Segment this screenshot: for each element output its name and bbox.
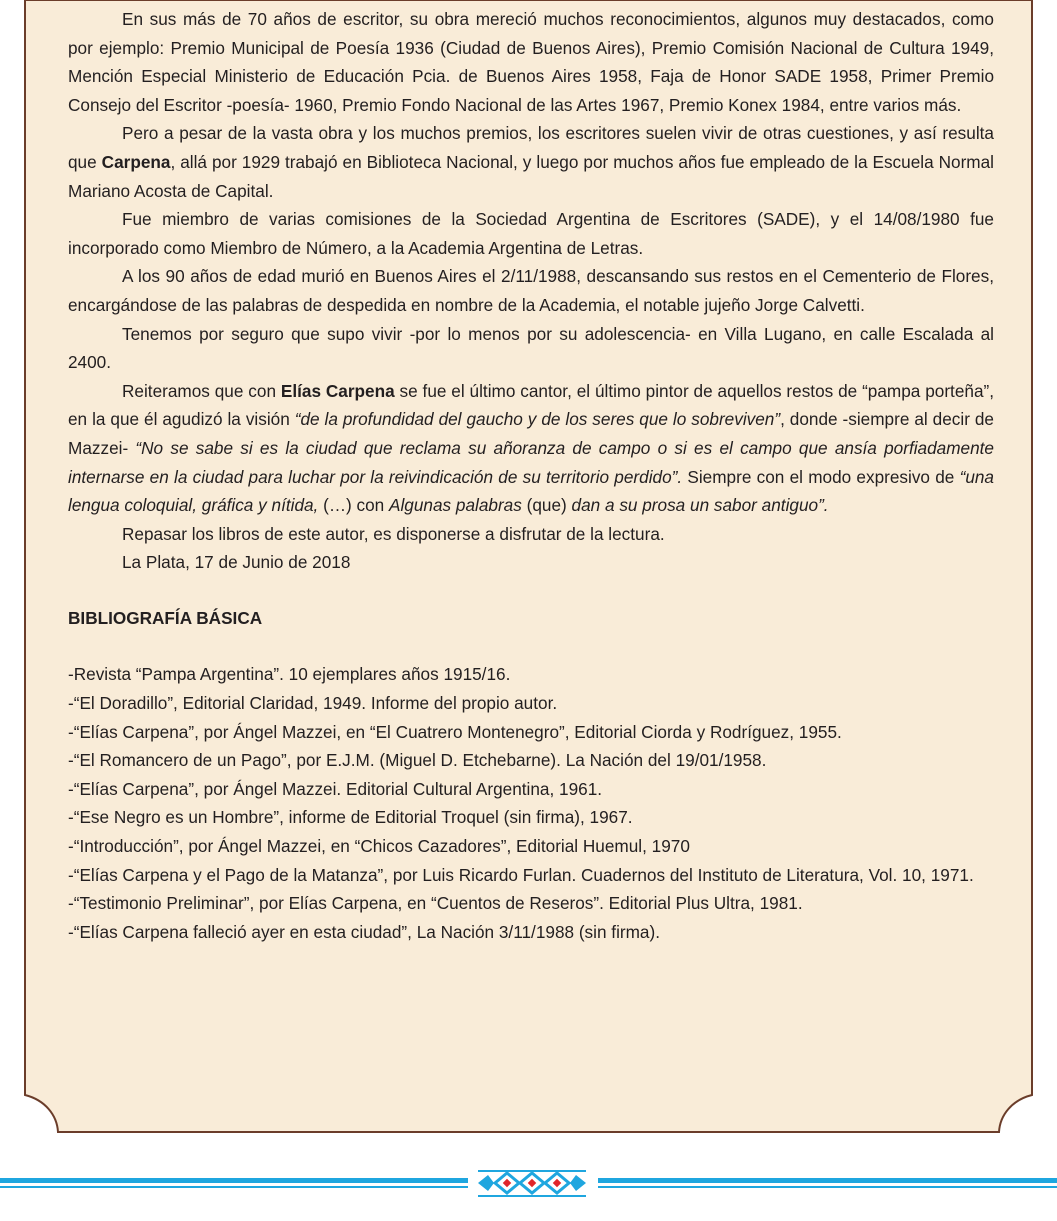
paragraph-death: A los 90 años de edad murió en Buenos Aires el 2/11/1988, descansando sus restos en el Cementerio de Flores, encargándose de las palabras de despedida en nombre de la Academia, el notable jujeño Jorge Calvetti. [68, 266, 994, 315]
date-signature: La Plata, 17 de Junio de 2018 [122, 552, 351, 573]
paragraph-employment-part-c: , allá por 1929 trabajó en Biblioteca Nacional, y luego por muchos años fue empleado de la Escuela Normal Mariano Acosta de Capital. [68, 151, 995, 201]
p6-quote-1: “de la profundidad del gaucho y de los seres que lo sobreviven” [294, 409, 781, 430]
footer-left-lines [0, 1178, 468, 1188]
article-body [68, 5, 994, 946]
paragraph-last-singer [68, 377, 994, 520]
bibliography-heading: BIBLIOGRAFÍA BÁSICA [68, 607, 263, 628]
paragraph-employment-part-a: Pero a pesar de la vasta obra y los muchos premios, los escritores suelen vivir de otras cuestiones, y así resulta que [68, 123, 994, 172]
p6-part-a: Reiteramos que con [122, 380, 281, 401]
author-name-bold: Carpena [101, 151, 171, 172]
p6-quote-3: “una lengua coloquial, gráfica y nítida, [68, 466, 994, 516]
bibliography-item: -“Elías Carpena”, por Ángel Mazzei, en “El Cuatrero Montenegro”, Editorial Ciorda y Rodríguez, 1955. [68, 721, 842, 742]
bibliography-item: -“Elías Carpena falleció ayer en esta ciudad”, La Nación 3/11/1988 (sin firma). [68, 921, 660, 942]
bibliography-item: -Revista “Pampa Argentina”. 10 ejemplares años 1915/16. [68, 664, 511, 685]
p6-author-bold: Elías Carpena [280, 380, 395, 401]
bibliography-item: -“Testimonio Preliminar”, por Elías Carpena, en “Cuentos de Reseros”. Editorial Plus Ultra, 1981. [68, 893, 803, 914]
bibliography-item: -“El Doradillo”, Editorial Claridad, 1949. Informe del propio autor. [68, 693, 558, 714]
paragraph-sade: Fue miembro de varias comisiones de la Sociedad Argentina de Escritores (SADE), y el 14/08/1980 fue incorporado como Miembro de Número, a la Academia Argentina de Letras. [68, 209, 994, 258]
p6-part-k: (que) [521, 495, 572, 516]
bibliography-item: -“Introducción”, por Ángel Mazzei, en “Chicos Cazadores”, Editorial Huemul, 1970 [68, 836, 690, 857]
footer-right-lines [598, 1178, 1057, 1188]
bibliography-list [68, 660, 994, 946]
p6-quote-2: “No se sabe si es la ciudad que reclama su añoranza de campo o si es el campo que ansía porfiadamente internarse en la ciudad para luchar por la reivindicación de su territorio perdido”. [68, 437, 994, 487]
bibliography-item: -“El Romancero de un Pago”, por E.J.M. (Miguel D. Etchebarne). La Nación del 19/01/1958. [68, 750, 767, 771]
bibliography-item: -“Elías Carpena”, por Ángel Mazzei. Editorial Cultural Argentina, 1961. [68, 778, 603, 799]
p6-part-i: (…) con [318, 495, 390, 516]
p6-quote-4: dan a su prosa un sabor antiguo”. [571, 495, 829, 516]
footer-ornament [0, 1164, 1057, 1204]
paragraph-employment [68, 119, 994, 205]
paragraph-awards: En sus más de 70 años de escritor, su obra mereció muchos reconocimientos, algunos muy destacados, como por ejemplo: Premio Municipal de Poesía 1936 (Ciudad de Buenos Aires), Premio Comisión Nacional de Cultura 1949, Mención Especial Ministerio de Educación Pcia. de Buenos Aires 1958, Faja de Honor SADE 1958, Primer Premio Consejo del Escritor -poesía- 1960, Premio Fondo Nacional de las Artes 1967, Premio Konex 1984, entre varios más. [68, 9, 994, 115]
bibliography-item: -“Elías Carpena y el Pago de la Matanza”, por Luis Ricardo Furlan. Cuadernos del Instituto de Literatura, Vol. 10, 1971. [68, 864, 974, 885]
p6-book-title: Algunas palabras [389, 495, 522, 516]
paragraph-closing: Repasar los libros de este autor, es disponerse a disfrutar de la lectura. [122, 523, 665, 544]
p6-part-g: Siempre con el modo expresivo de [682, 466, 960, 487]
paragraph-villa-lugano: Tenemos por seguro que supo vivir -por lo menos por su adolescencia- en Villa Lugano, en calle Escalada al 2400. [68, 323, 994, 373]
diamond-motif-icon [478, 1170, 586, 1197]
p6-part-c: se fue el último cantor, el último pintor de aquellos restos de “pampa porteña”, en la que él agudizó la visión [68, 380, 995, 430]
p6-part-e: , donde -siempre al decir de Mazzei- [68, 409, 994, 458]
bibliography-item: -“Ese Negro es un Hombre”, informe de Editorial Troquel (sin firma), 1967. [68, 807, 633, 828]
